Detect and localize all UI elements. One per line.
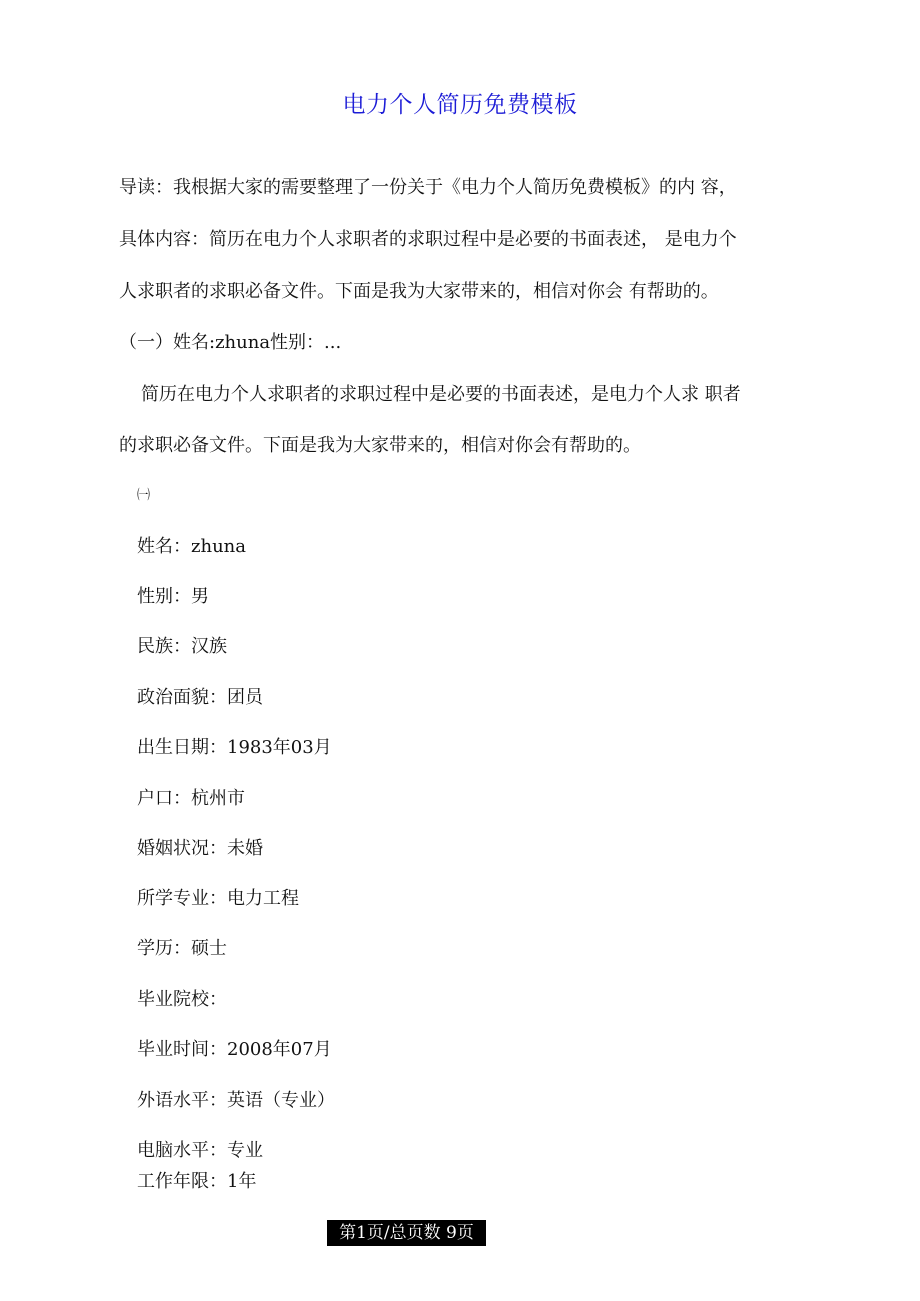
intro-line: 具体内容：简历在电力个人求职者的求职过程中是必要的书面表述， 是电力个	[119, 229, 737, 250]
field-birth-date: 出生日期：1983年03月	[137, 737, 332, 758]
field-political-status: 政治面貌：团员	[137, 687, 263, 708]
page-footer: 第1页/总页数 9页	[327, 1220, 486, 1246]
field-name: 姓名：zhuna	[137, 536, 246, 557]
field-hukou: 户口：杭州市	[137, 788, 245, 809]
field-gender: 性别：男	[137, 586, 209, 607]
field-language-level: 外语水平：英语（专业）	[137, 1090, 335, 1111]
intro-line: 人求职者的求职必备文件。下面是我为大家带来的，相信对你会 有帮助的。	[119, 281, 719, 302]
field-marital-status: 婚姻状况：未婚	[137, 838, 263, 859]
field-ethnicity: 民族：汉族	[137, 636, 227, 657]
section-mark: ㈠	[137, 488, 151, 503]
field-education: 学历：硕士	[137, 938, 227, 959]
body-line: 简历在电力个人求职者的求职过程中是必要的书面表述，是电力个人求 职者	[141, 384, 741, 405]
intro-line: 导读：我根据大家的需要整理了一份关于《电力个人简历免费模板》的内 容，	[119, 177, 737, 198]
field-graduation-date: 毕业时间：2008年07月	[137, 1039, 332, 1060]
intro-paragraph	[119, 162, 809, 318]
field-school: 毕业院校：	[137, 989, 227, 1010]
field-work-years: 工作年限：1年	[137, 1171, 257, 1192]
document-title: 电力个人简历免费模板	[342, 92, 578, 118]
body-line: 的求职必备文件。下面是我为大家带来的，相信对你会有帮助的。	[119, 435, 641, 456]
summary-line: （一）姓名:zhuna性别：...	[119, 332, 342, 353]
field-major: 所学专业：电力工程	[137, 888, 299, 909]
field-computer-level: 电脑水平：专业	[137, 1140, 263, 1161]
